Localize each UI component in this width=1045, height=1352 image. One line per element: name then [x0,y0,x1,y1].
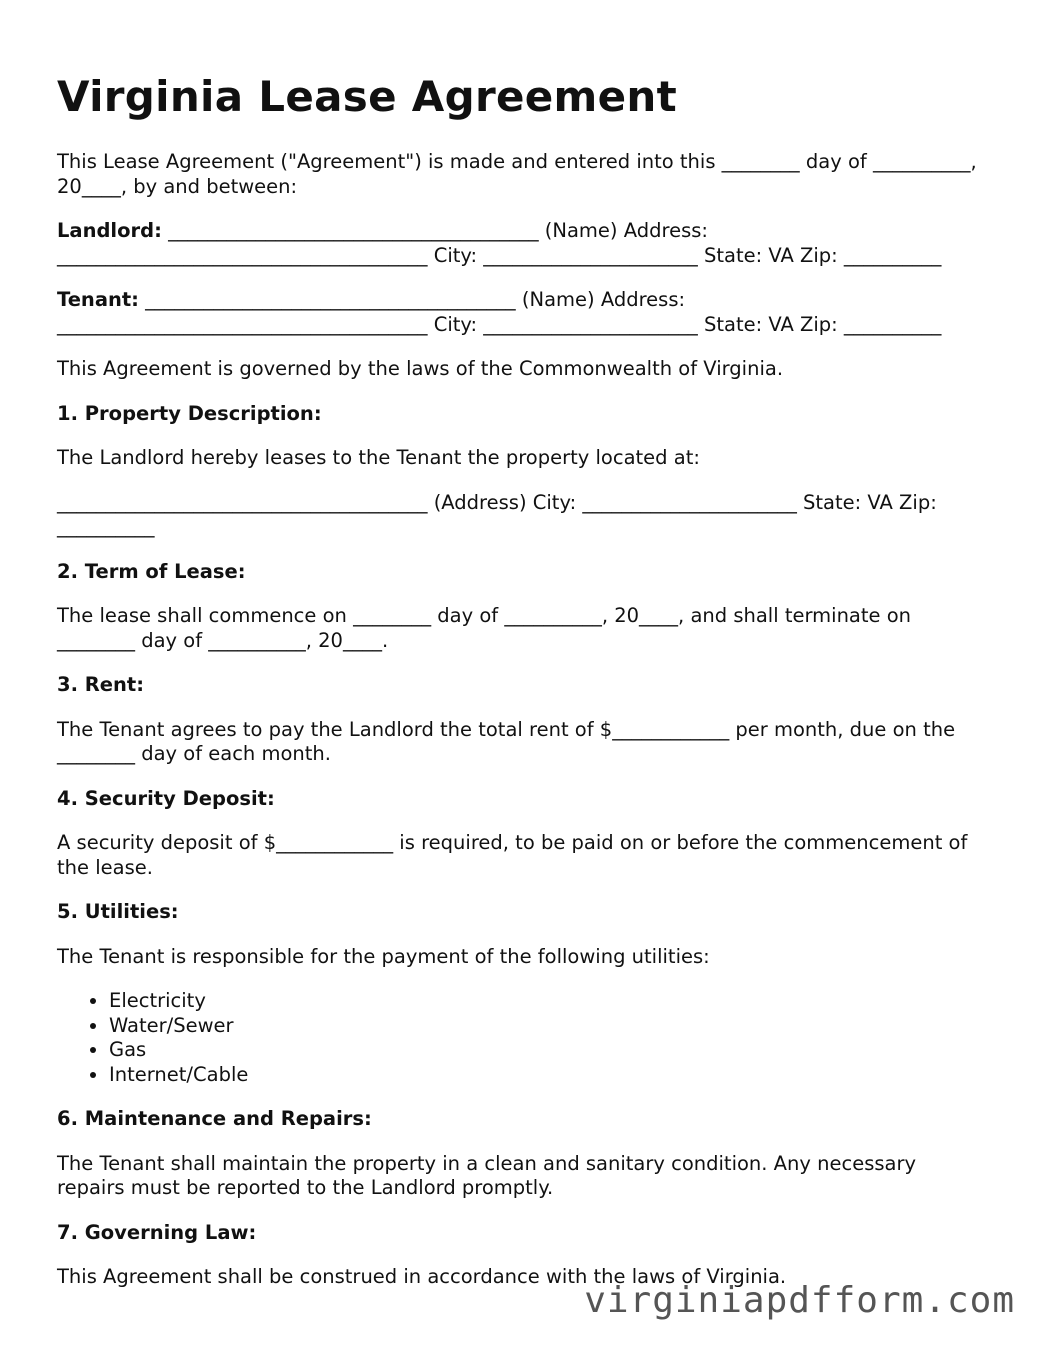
section-property-heading: 1. Property Description: [57,401,322,425]
landlord-label: Landlord: [57,219,162,243]
section-utilities-text: The Tenant is responsible for the payment of the following utilities: [57,944,710,968]
section-term-heading: 2. Term of Lease: [57,559,246,583]
governed-paragraph: This Agreement is governed by the laws of the Commonwealth of Virginia. [57,357,784,381]
section-rent-text: The Tenant agrees to pay the Landlord the total rent of $____________ per month, due on the ________ day of each month. [57,717,956,766]
utility-item-electricity: • Electricity [109,989,987,1014]
section-utilities-heading: 5. Utilities: [57,900,179,924]
utilities-list [57,989,987,1087]
landlord-fields: ______________________________________ (Name) Address: ______________________________________ City: ______________________ State: VA Zip: __________ [57,219,942,267]
tenant-label: Tenant: [57,288,139,312]
section-deposit-heading: 4. Security Deposit: [57,786,275,810]
section-term-text: The lease shall commence on ________ day of __________, 20____, and shall terminate on ________ day of __________, 20____. [57,604,912,652]
section-maintenance-heading: 6. Maintenance and Repairs: [57,1107,372,1131]
landlord-paragraph [57,219,987,268]
utility-item-internet-cable: • Internet/Cable [109,1063,987,1088]
section-deposit-text: A security deposit of $____________ is required, to be paid on or before the commencement of the lease. [57,831,968,879]
lease-document [57,72,987,1310]
utility-item-gas: • Gas [109,1038,987,1063]
intro-paragraph: This Lease Agreement ("Agreement") is made and entered into this ________ day of __________, 20____, by and between: [57,150,977,198]
section-rent-heading: 3. Rent: [57,673,145,697]
page-title: Virginia Lease Agreement [57,72,677,121]
section-maintenance-text: The Tenant shall maintain the property in a clean and sanitary condition. Any necessary repairs must be reported to the Landlord promptly. [57,1151,917,1200]
section-property-text: The Landlord hereby leases to the Tenant the property located at: [57,446,700,470]
section-law-text: This Agreement shall be construed in accordance with the laws of Virginia. [57,1265,787,1289]
tenant-fields: ______________________________________ (Name) Address: ______________________________________ City: ______________________ State: VA Zip: __________ [57,288,942,336]
utility-item-water-sewer: • Water/Sewer [109,1014,987,1039]
watermark: virginiapdfform.com [584,1280,1015,1321]
section-law-heading: 7. Governing Law: [57,1220,257,1244]
tenant-paragraph [57,288,987,337]
section-property-address: ______________________________________ (Address) City: ______________________ State: VA Zip: __________ [57,490,937,539]
